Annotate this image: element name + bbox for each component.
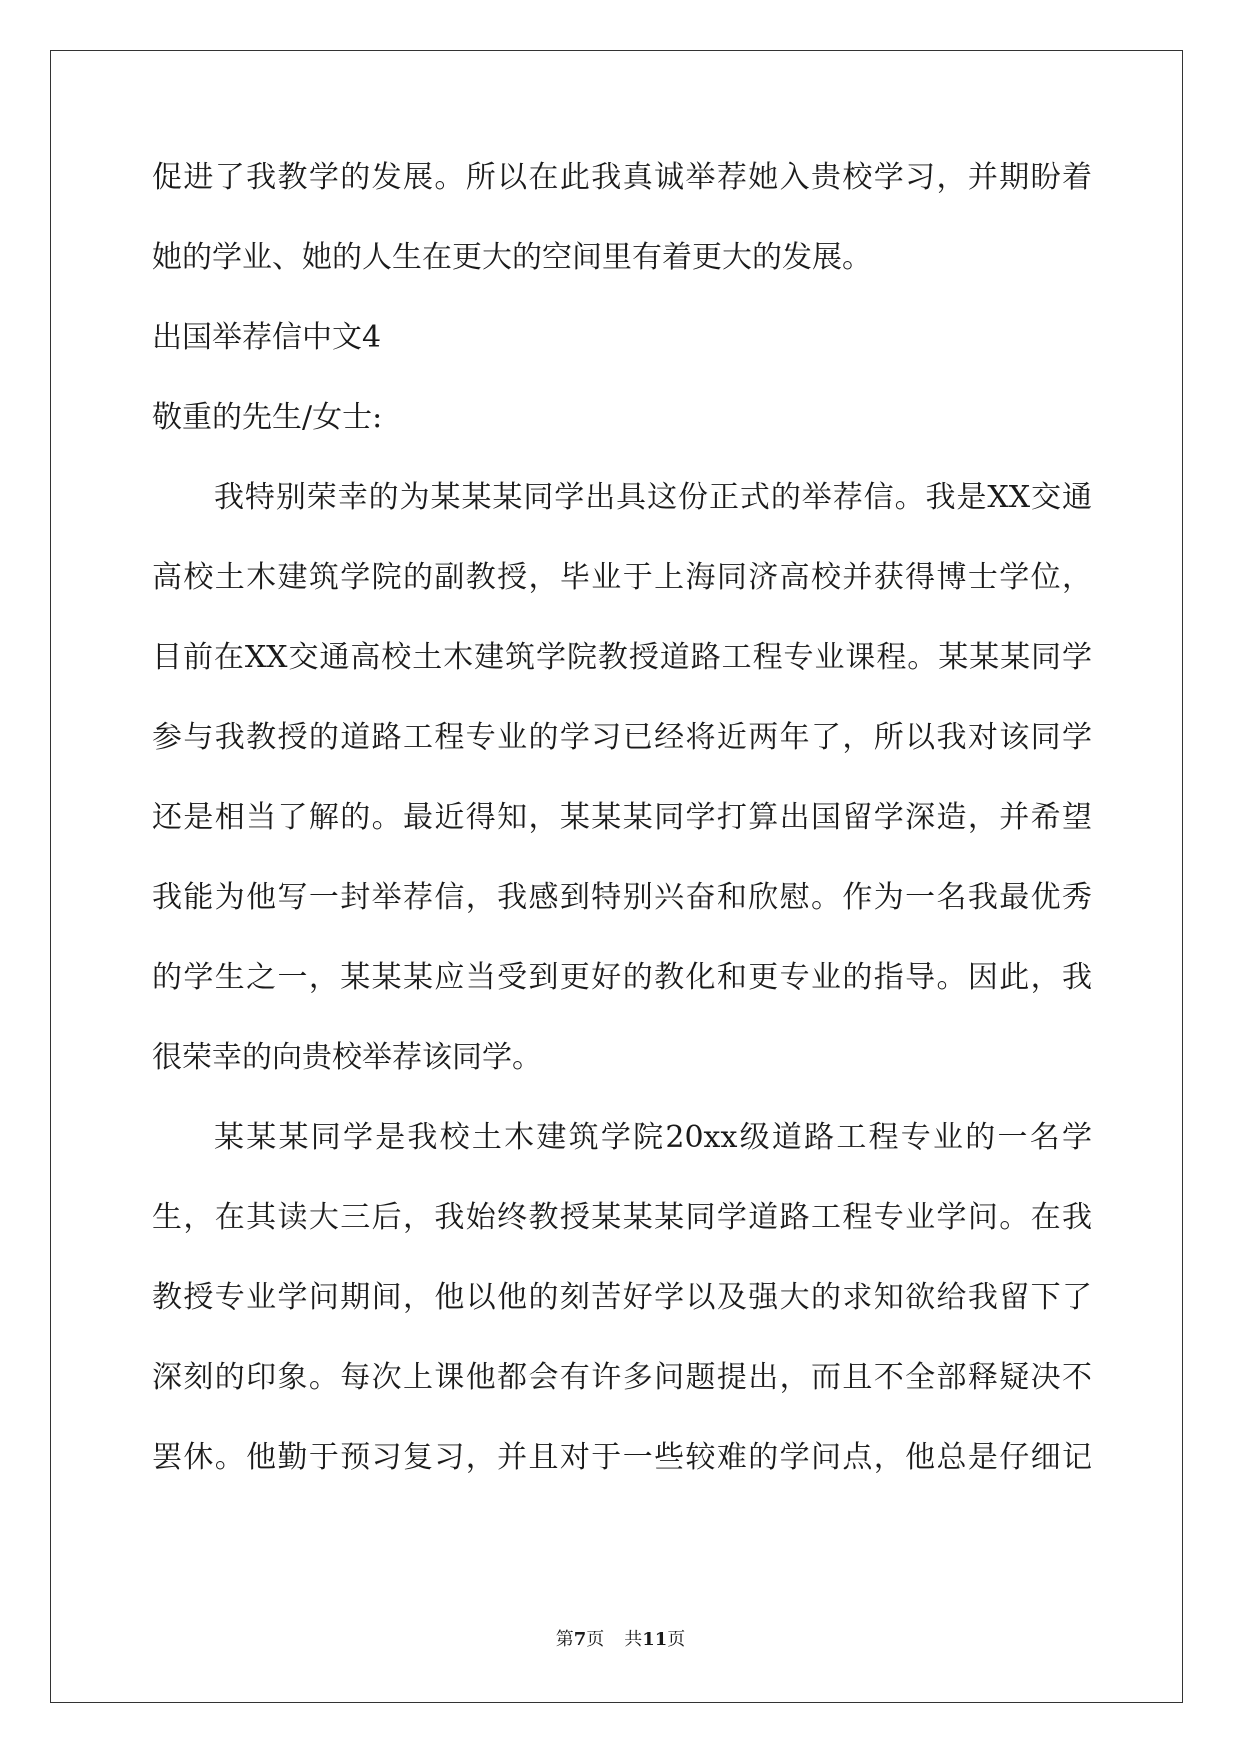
page-footer: [0, 1628, 1241, 1652]
text-line: 深刻的印象。每次上课他都会有许多问题提出，而且不全部释疑决不: [152, 1360, 1092, 1395]
footer-total-pages: 11: [642, 1629, 668, 1650]
text-line: 目前在XX交通高校土木建筑学院教授道路工程专业课程。某某某同学: [152, 640, 1092, 675]
text-line: 罢休。他勤于预习复习，并且对于一些较难的学问点，他总是仔细记: [152, 1440, 1092, 1475]
footer-total-prefix: 共: [624, 1629, 643, 1650]
text-line: 她的学业、她的人生在更大的空间里有着更大的发展。: [152, 240, 872, 275]
text-line: 的学生之一，某某某应当受到更好的教化和更专业的指导。因此，我: [152, 960, 1092, 995]
salutation: 敬重的先生/女士:: [152, 400, 383, 435]
text-line: 还是相当了解的。最近得知，某某某同学打算出国留学深造，并希望: [152, 800, 1092, 835]
footer-page-number: 7: [573, 1629, 587, 1650]
text-line: 很荣幸的向贵校举荐该同学。: [152, 1040, 542, 1075]
paragraph-first-line: 我特别荣幸的为某某某同学出具这份正式的举荐信。我是XX交通: [214, 480, 1092, 515]
footer-page-suffix: 页: [586, 1629, 605, 1650]
text-line: 生，在其读大三后，我始终教授某某某同学道路工程专业学问。在我: [152, 1200, 1092, 1235]
text-line: 参与我教授的道路工程专业的学习已经将近两年了，所以我对该同学: [152, 720, 1092, 755]
footer-total-suffix: 页: [667, 1629, 686, 1650]
text-line: 高校土木建筑学院的副教授，毕业于上海同济高校并获得博士学位，: [152, 560, 1092, 595]
text-line: 教授专业学问期间，他以他的刻苦好学以及强大的求知欲给我留下了: [152, 1280, 1092, 1315]
section-heading: 出国举荐信中文4: [152, 320, 382, 355]
document-body: [152, 158, 1092, 1518]
text-line: 我能为他写一封举荐信，我感到特别兴奋和欣慰。作为一名我最优秀: [152, 880, 1092, 915]
text-line: 促进了我教学的发展。所以在此我真诚举荐她入贵校学习，并期盼着: [152, 160, 1092, 195]
paragraph-first-line: 某某某同学是我校土木建筑学院20xx级道路工程专业的一名学: [214, 1120, 1092, 1155]
footer-prefix: 第: [555, 1629, 574, 1650]
